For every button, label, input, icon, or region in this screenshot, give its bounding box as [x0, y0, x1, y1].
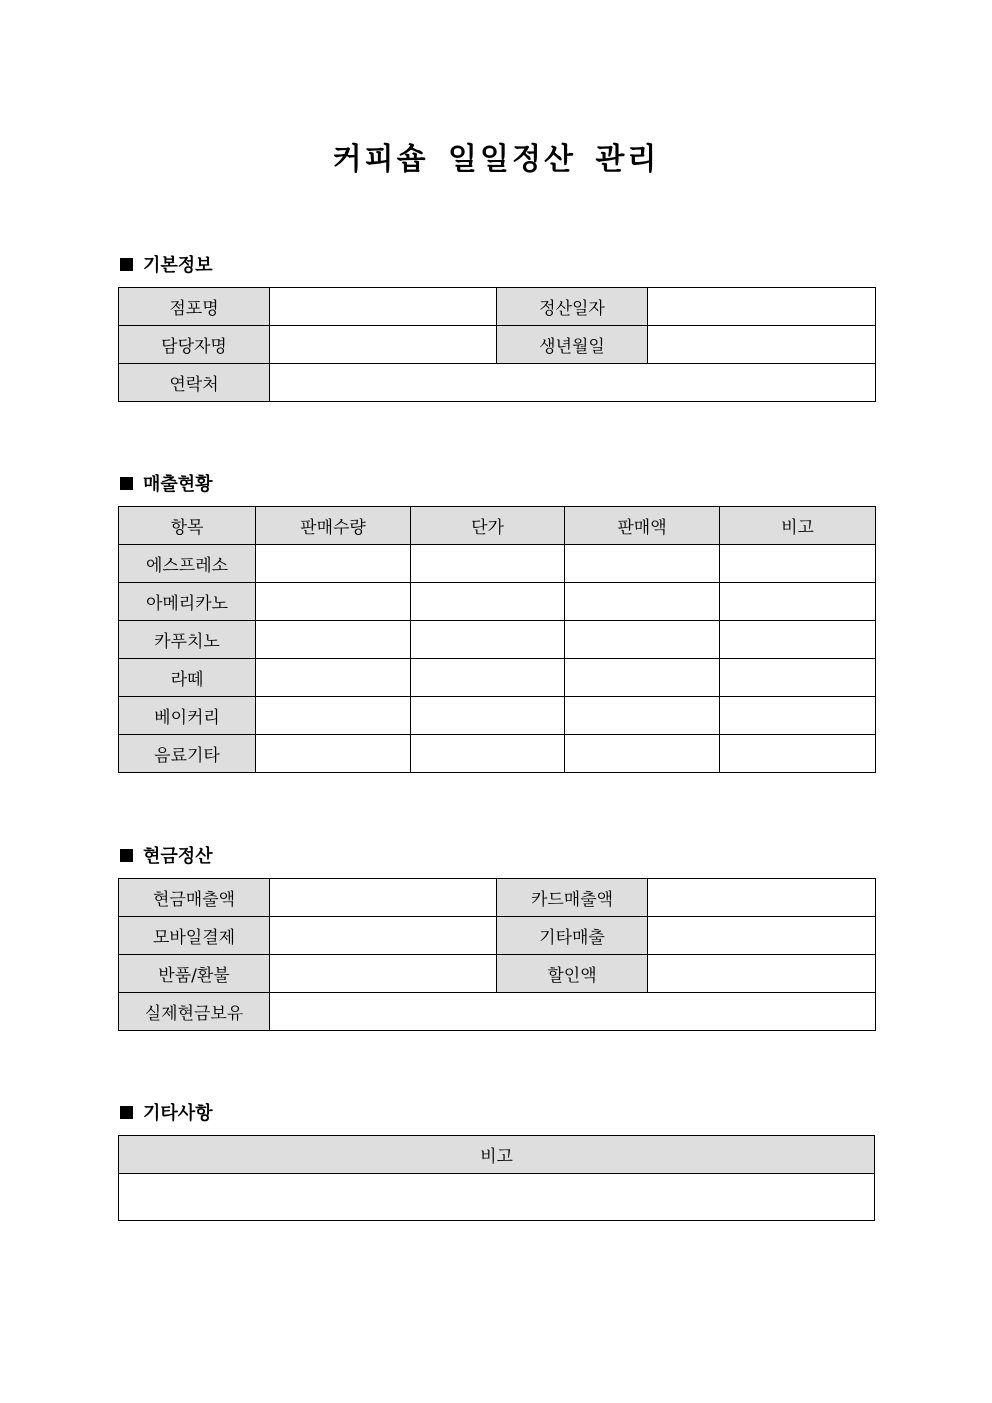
- table-row: [119, 621, 876, 659]
- unit-price-cell[interactable]: [411, 735, 565, 773]
- store-name-label: 점포명: [119, 288, 270, 326]
- quantity-cell[interactable]: [256, 697, 411, 735]
- table-row: [119, 697, 876, 735]
- memo-header: 비고: [119, 1136, 875, 1174]
- table-row: [119, 583, 876, 621]
- contact-field[interactable]: [270, 364, 876, 402]
- quantity-cell[interactable]: [256, 659, 411, 697]
- note-cell[interactable]: [720, 659, 876, 697]
- quantity-cell[interactable]: [256, 545, 411, 583]
- table-row: [119, 659, 876, 697]
- note-cell[interactable]: [720, 735, 876, 773]
- store-name-field[interactable]: [270, 288, 497, 326]
- section-title-cash: 현금정산: [143, 846, 213, 867]
- section-title-basic: 기본정보: [143, 255, 213, 276]
- unit-price-cell[interactable]: [411, 621, 565, 659]
- note-cell[interactable]: [720, 697, 876, 735]
- refund-label: 반품/환불: [119, 955, 270, 993]
- item-label: 카푸치노: [119, 621, 256, 659]
- birth-date-label: 생년월일: [497, 326, 648, 364]
- square-bullet-icon: [120, 258, 133, 271]
- unit-price-cell[interactable]: [411, 697, 565, 735]
- unit-price-cell[interactable]: [411, 583, 565, 621]
- other-sales-label: 기타매출: [497, 917, 648, 955]
- cash-sales-label: 현금매출액: [119, 879, 270, 917]
- item-label: 라떼: [119, 659, 256, 697]
- card-sales-field[interactable]: [648, 879, 876, 917]
- item-label: 베이커리: [119, 697, 256, 735]
- actual-cash-field[interactable]: [270, 993, 876, 1031]
- actual-cash-label: 실제현금보유: [119, 993, 270, 1031]
- section-title-sales: 매출현황: [143, 474, 213, 495]
- mobile-payment-label: 모바일결제: [119, 917, 270, 955]
- cash-settlement-section: [118, 842, 875, 1031]
- note-cell[interactable]: [720, 583, 876, 621]
- sales-table: [118, 506, 876, 773]
- sales-section: [118, 470, 875, 773]
- unit-price-cell[interactable]: [411, 545, 565, 583]
- memo-field[interactable]: [119, 1174, 875, 1221]
- card-sales-label: 카드매출액: [497, 879, 648, 917]
- table-row: [119, 545, 876, 583]
- header-item: 항목: [119, 507, 256, 545]
- birth-date-field[interactable]: [648, 326, 876, 364]
- amount-cell[interactable]: [565, 621, 720, 659]
- quantity-cell[interactable]: [256, 621, 411, 659]
- discount-field[interactable]: [648, 955, 876, 993]
- quantity-cell[interactable]: [256, 735, 411, 773]
- section-title-etc: 기타사항: [143, 1103, 213, 1124]
- basic-info-table: [118, 287, 876, 402]
- note-cell[interactable]: [720, 545, 876, 583]
- item-label: 에스프레소: [119, 545, 256, 583]
- header-unit-price: 단가: [411, 507, 565, 545]
- unit-price-cell[interactable]: [411, 659, 565, 697]
- amount-cell[interactable]: [565, 697, 720, 735]
- header-quantity: 판매수량: [256, 507, 411, 545]
- mobile-payment-field[interactable]: [270, 917, 497, 955]
- amount-cell[interactable]: [565, 735, 720, 773]
- item-label: 아메리카노: [119, 583, 256, 621]
- other-notes-section: [118, 1099, 875, 1221]
- amount-cell[interactable]: [565, 545, 720, 583]
- manager-name-label: 담당자명: [119, 326, 270, 364]
- section-heading: [118, 251, 875, 277]
- basic-info-section: [118, 251, 875, 402]
- square-bullet-icon: [120, 849, 133, 862]
- refund-field[interactable]: [270, 955, 497, 993]
- other-notes-table: [118, 1135, 875, 1221]
- quantity-cell[interactable]: [256, 583, 411, 621]
- page-title: 커피숍 일일정산 관리: [332, 142, 660, 177]
- cash-sales-field[interactable]: [270, 879, 497, 917]
- header-note: 비고: [720, 507, 876, 545]
- section-heading: [118, 470, 875, 496]
- square-bullet-icon: [120, 477, 133, 490]
- cash-settlement-table: [118, 878, 876, 1031]
- square-bullet-icon: [120, 1106, 133, 1119]
- settlement-date-field[interactable]: [648, 288, 876, 326]
- discount-label: 할인액: [497, 955, 648, 993]
- manager-name-field[interactable]: [270, 326, 497, 364]
- other-sales-field[interactable]: [648, 917, 876, 955]
- section-heading: [118, 1099, 875, 1125]
- table-row: [119, 735, 876, 773]
- section-heading: [118, 842, 875, 868]
- settlement-date-label: 정산일자: [497, 288, 648, 326]
- amount-cell[interactable]: [565, 659, 720, 697]
- item-label: 음료기타: [119, 735, 256, 773]
- contact-label: 연락처: [119, 364, 270, 402]
- header-amount: 판매액: [565, 507, 720, 545]
- note-cell[interactable]: [720, 621, 876, 659]
- amount-cell[interactable]: [565, 583, 720, 621]
